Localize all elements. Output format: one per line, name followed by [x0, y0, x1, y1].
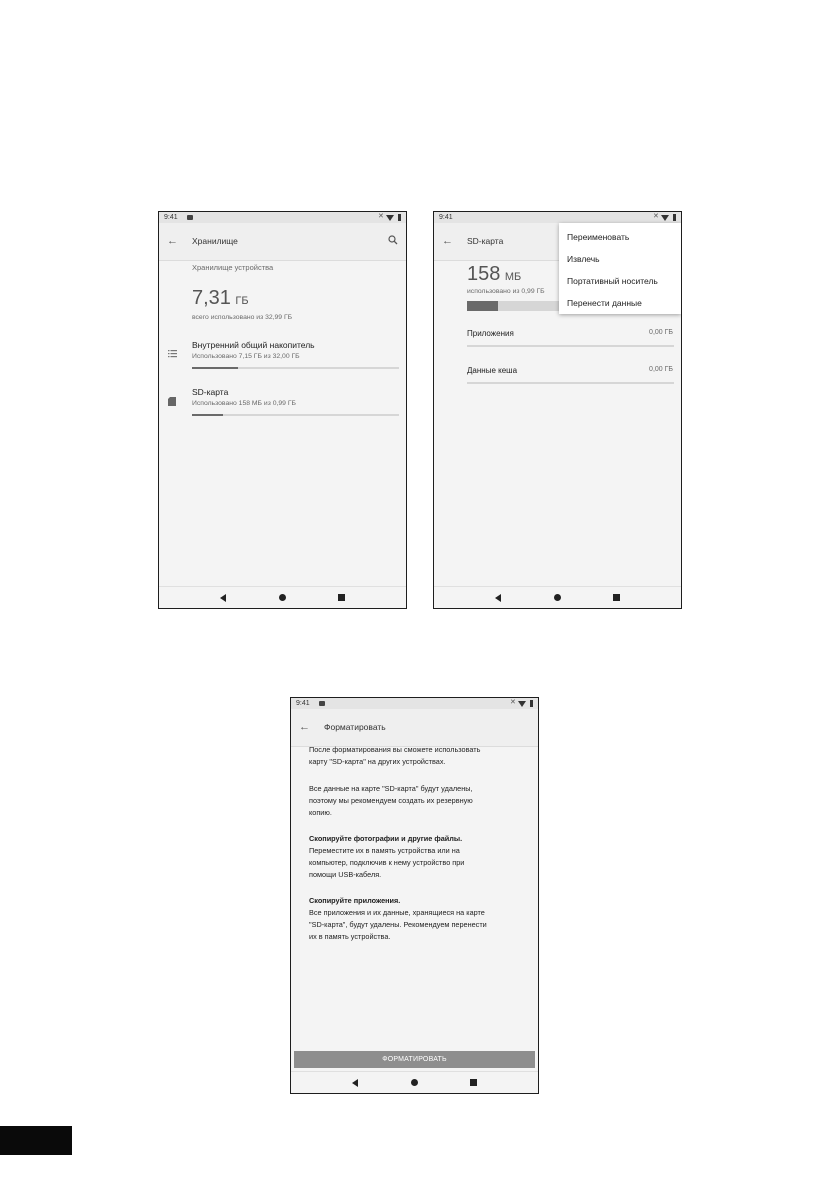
nav-recent-icon[interactable] — [338, 594, 345, 601]
back-arrow-icon[interactable]: ← — [442, 235, 453, 247]
storage-usage-fill — [192, 367, 238, 369]
menu-item-migrate[interactable]: Перенести данные — [567, 298, 642, 308]
navigation-bar — [434, 586, 681, 608]
sd-card-screen — [433, 211, 682, 609]
sd-used-value: 158 — [467, 263, 501, 285]
battery-icon — [398, 214, 401, 221]
row-label: Данные кеша — [467, 366, 518, 375]
storage-screen — [158, 211, 407, 609]
nav-home-icon[interactable] — [411, 1079, 418, 1086]
storage-item-name: Внутренний общий накопитель — [192, 340, 315, 350]
paragraph-line: помощи USB-кабеля. — [309, 870, 382, 879]
storage-usage-fill — [192, 414, 223, 416]
sd-card-icon — [168, 397, 176, 406]
notification-icon — [187, 215, 193, 220]
paragraph-line: компьютер, подключив к нему устройство при — [309, 858, 465, 867]
wifi-icon — [386, 215, 394, 221]
section-heading: Скопируйте приложения. — [309, 896, 401, 905]
page-number-block — [0, 1126, 72, 1155]
navigation-bar — [159, 586, 406, 608]
navigation-bar — [291, 1071, 538, 1093]
sd-used — [467, 263, 521, 286]
menu-item-eject[interactable]: Извлечь — [567, 254, 600, 264]
sd-usage-fill — [467, 301, 498, 311]
storage-item-name: SD-карта — [192, 387, 229, 397]
status-time: 9:41 — [164, 214, 178, 221]
back-arrow-icon[interactable]: ← — [299, 721, 310, 733]
search-icon[interactable] — [387, 234, 399, 246]
storage-item-detail: Использовано 158 МБ из 0,99 ГБ — [192, 400, 296, 407]
nav-recent-icon[interactable] — [470, 1079, 477, 1086]
status-bar — [159, 212, 406, 223]
format-button[interactable]: ФОРМАТИРОВАТЬ — [294, 1051, 535, 1068]
nav-home-icon[interactable] — [279, 594, 286, 601]
paragraph-line: копию. — [309, 808, 332, 817]
wifi-icon — [661, 215, 669, 221]
page-title: SD-карта — [467, 236, 504, 246]
status-bar — [434, 212, 681, 223]
menu-item-rename[interactable]: Переименовать — [567, 232, 630, 242]
app-bar — [291, 709, 538, 747]
paragraph-line: их в память устройства. — [309, 932, 391, 941]
battery-icon — [530, 700, 533, 707]
nav-back-icon[interactable] — [352, 1079, 358, 1087]
total-used-value: 7,31 — [192, 287, 231, 309]
storage-usage-bar — [192, 414, 399, 416]
paragraph-line: Все приложения и их данные, хранящиеся на карте — [309, 908, 485, 917]
storage-item-detail: Использовано 7,15 ГБ из 32,00 ГБ — [192, 353, 300, 360]
status-time: 9:41 — [439, 214, 453, 221]
row-divider — [467, 345, 674, 347]
page-title: Хранилище — [192, 236, 238, 246]
page-title: Форматировать — [324, 722, 386, 732]
format-screen — [290, 697, 539, 1094]
paragraph-line: Переместите их в память устройства или на — [309, 846, 460, 855]
menu-item-portable[interactable]: Портативный носитель — [567, 276, 658, 286]
paragraph-line: После форматирования вы сможете использовать — [309, 745, 481, 754]
nav-recent-icon[interactable] — [613, 594, 620, 601]
paragraph-line: Все данные на карте "SD-карта" будут удалены, — [309, 784, 473, 793]
mute-icon: ✕ — [653, 213, 659, 220]
row-divider — [467, 382, 674, 384]
storage-usage-bar — [192, 367, 399, 369]
mute-icon: ✕ — [378, 213, 384, 220]
paragraph-line: "SD-карта", будут удалены. Рекомендуем перенести — [309, 920, 487, 929]
paragraph-line: карту "SD-карта" на других устройствах. — [309, 757, 446, 766]
app-bar — [159, 223, 406, 261]
notification-icon — [319, 701, 325, 706]
total-used-unit: ГБ — [235, 295, 249, 307]
battery-icon — [673, 214, 676, 221]
paragraph-line: поэтому мы рекомендуем создать их резервную — [309, 796, 473, 805]
wifi-icon — [518, 701, 526, 707]
back-arrow-icon[interactable]: ← — [167, 235, 178, 247]
status-bar — [291, 698, 538, 709]
total-used-caption: всего использовано из 32,99 ГБ — [192, 314, 293, 321]
row-value: 0,00 ГБ — [649, 366, 673, 373]
total-used — [192, 287, 249, 310]
section-heading: Скопируйте фотографии и другие файлы. — [309, 834, 463, 843]
status-time: 9:41 — [296, 700, 310, 707]
overflow-menu — [559, 223, 681, 314]
mute-icon: ✕ — [510, 699, 516, 706]
sd-used-caption: использовано из 0,99 ГБ — [467, 288, 545, 295]
row-label: Приложения — [467, 329, 514, 338]
section-label: Хранилище устройства — [192, 263, 274, 272]
storage-list-icon — [168, 349, 177, 358]
sd-used-unit: МБ — [504, 271, 522, 283]
nav-back-icon[interactable] — [220, 594, 226, 602]
nav-home-icon[interactable] — [554, 594, 561, 601]
row-value: 0,00 ГБ — [649, 329, 673, 336]
nav-back-icon[interactable] — [495, 594, 501, 602]
